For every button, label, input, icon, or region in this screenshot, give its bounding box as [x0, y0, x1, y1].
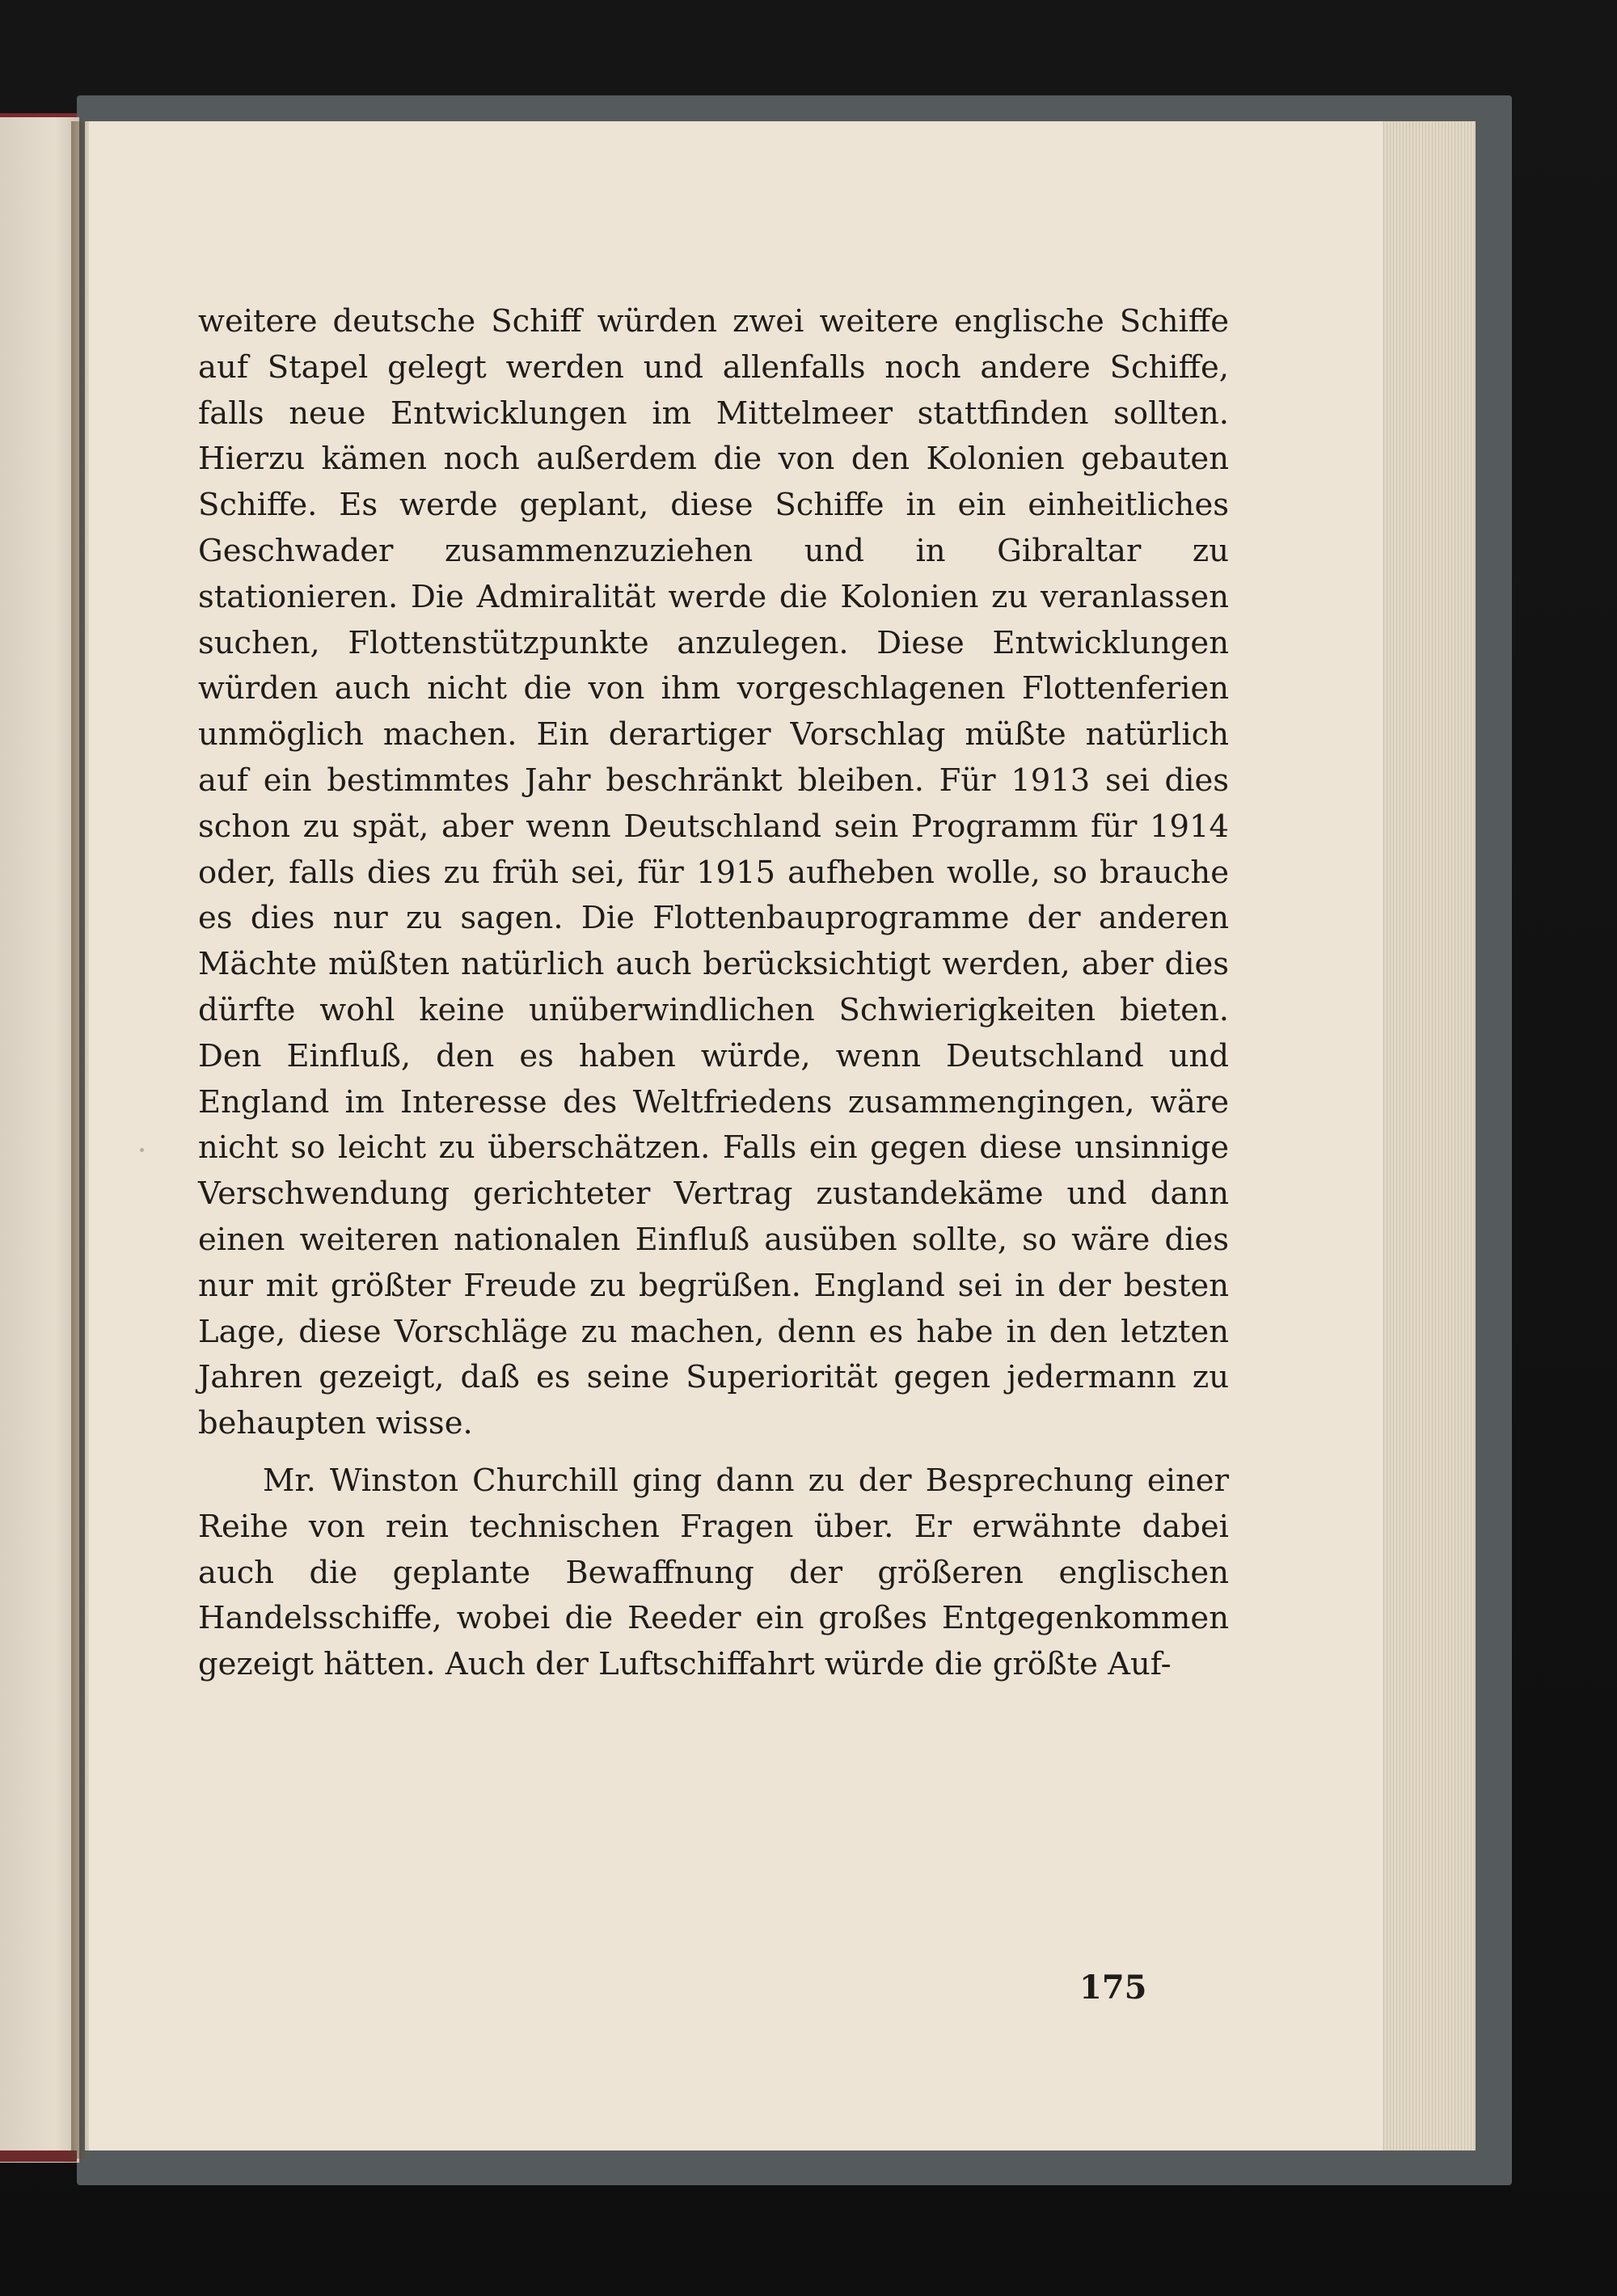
paper-speck	[140, 1148, 144, 1152]
paragraph-1: weitere deutsche Schiff würden zwei weitere englische Schiffe auf Stapel gelegt werden und allenfalls noch andere Schiffe, falls neue Entwicklungen im Mittelmeer stattfinden sollten. Hierzu kämen noch außerdem die von den Kolonien gebauten Schiffe. Es werde geplant, diese Schiffe in ein einheitliches Geschwader zusammenzuziehen und in Gibraltar zu stationieren. Die Admiralität werde die Kolonien zu veranlassen suchen, Flottenstützpunkte anzulegen. Diese Entwicklungen würden auch nicht die von ihm vorgeschlagenen Flottenferien unmöglich machen. Ein derartiger Vorschlag müßte natürlich auf ein bestimmtes Jahr beschränkt bleiben. Für 1913 sei dies schon zu spät, aber wenn Deutschland sein Programm für 1914 oder, falls dies zu früh sei, für 1915 aufheben wolle, so brauche es dies nur zu sagen. Die Flottenbauprogramme der anderen Mächte müßten natürlich auch berücksichtigt werden, aber dies dürfte wohl keine unüberwindlichen Schwierigkeiten bieten. Den Einfluß, den es haben würde, wenn Deutschland und England im Interesse des Weltfriedens zusammengingen, wäre nicht so leicht zu überschätzen. Falls ein gegen diese unsinnige Verschwendung gerichteter Vertrag zustandekäme und dann einen weiteren nationalen Einfluß ausüben sollte, so wäre dies nur mit größter Freude zu begrüßen. England sei in der besten Lage, diese Vorschläge zu machen, denn es habe in den letzten Jahren gezeigt, daß es seine Superiorität gegen jedermann zu behaupten wisse.	[198, 303, 1229, 1442]
page-number: 175	[1079, 1969, 1147, 2007]
left-page-edge-bottom	[0, 2150, 77, 2162]
left-page	[0, 117, 79, 2163]
paragraph-2: Mr. Winston Churchill ging dann zu der Besprechung einer Reihe von rein technischen Fragen über. Er erwähnte dabei auch die geplante Bewaffnung der größeren englischen Handelsschiffe, wobei die Reeder ein großes Entgegenkommen gezeigt hätten. Auch der Luftschiffahrt würde die größte Auf-	[198, 1462, 1229, 1683]
text-block	[198, 299, 1229, 1688]
spine-shadow	[71, 121, 89, 2159]
right-page	[85, 121, 1383, 2150]
